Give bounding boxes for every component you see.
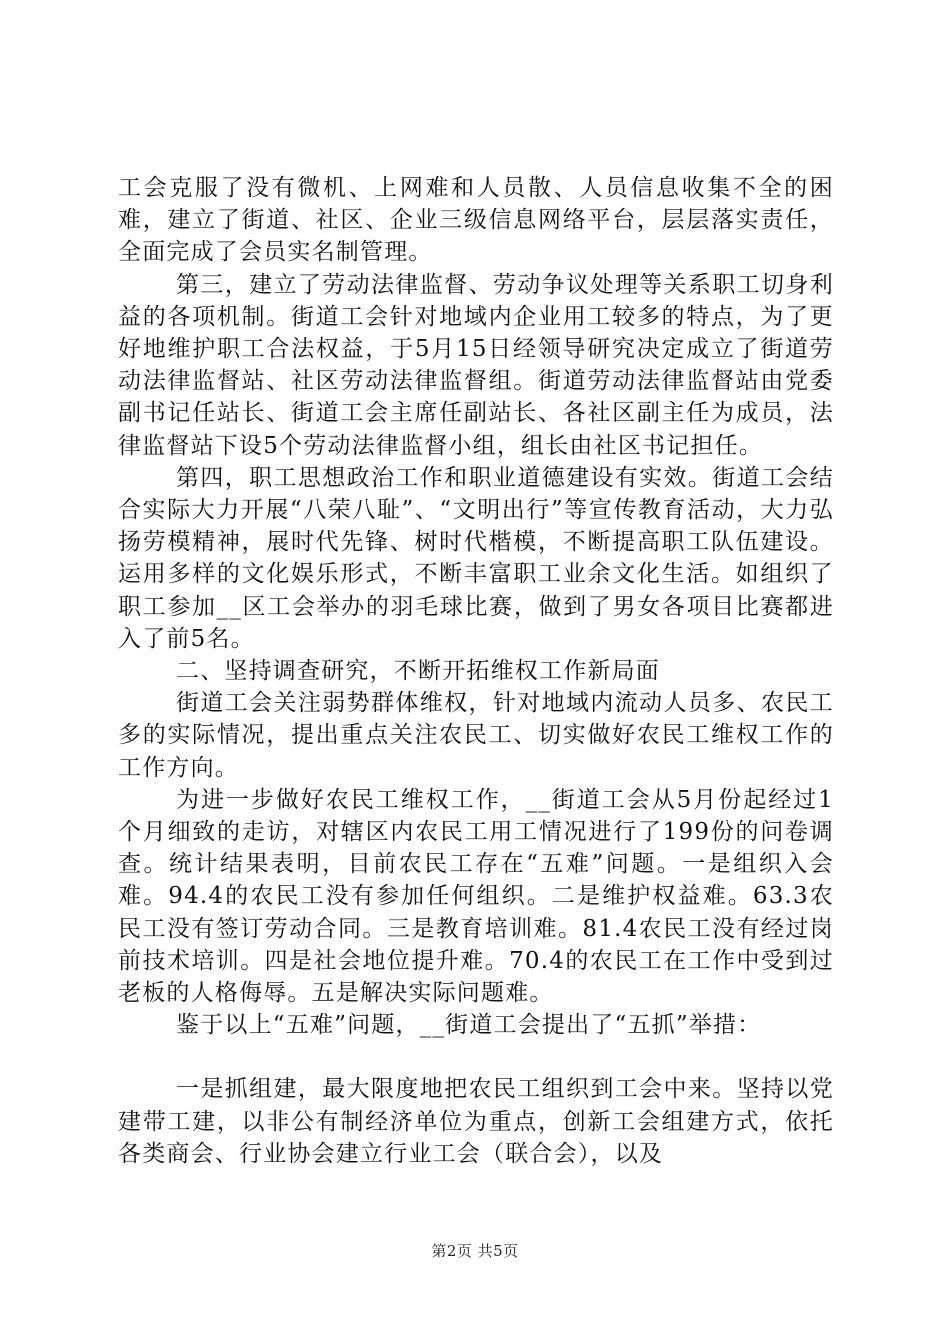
paragraph-five-measures-intro: 鉴于以上“五难”问题，__街道工会提出了“五抓”举措： [176,1012,762,1039]
paragraph-gap [118,1041,834,1073]
paragraph-fourth-ideology: 第四，职工思想政治工作和职业道德建设有实效。街道工会结合实际大力开展“八荣八耻”、“文明出行”等宣传教育活动，大力弘扬劳模精神，展时代先锋、树时代楷模，不断提高职工队伍建设。运用多样的文化娱乐形式，不断丰富职工业余文化生活。如组织了职工参加__区工会举办的羽毛球比赛，做到了男女各项目比赛都进入了前5名。 [118,464,834,652]
page-number-footer: 第2页 共5页 [431,1242,519,1260]
section-heading-research: 二、坚持调查研究，不断开拓维权工作新局面 [176,658,660,685]
paragraph-union-focus: 街道工会关注弱势群体维权，针对地域内流动人员多、农民工多的实际情况，提出重点关注农民工、切实做好农民工维权工作的工作方向。 [118,690,834,781]
paragraph-survey-results: 为进一步做好农民工维权工作，__街道工会从5月份起经过1个月细致的走访，对辖区内农民工用工情况进行了199份的问卷调查。统计结果表明，目前农民工存在“五难”问题。一是组织入会难。94.4的农民工没有参加任何组织。二是维护权益难。63.3农民工没有签订劳动合同。三是教育培训难。81.4农民工没有经过岗前技术培训。四是社会地位提升难。70.4的农民工在工作中受到过老板的人格侮辱。五是解决实际问题难。 [118,786,834,1007]
paragraph-third-mechanism: 第三，建立了劳动法律监督、劳动争议处理等关系职工切身利益的各项机制。街道工会针对地域内企业用工较多的特点，为了更好地维护职工合法权益，于5月15日经领导研究决定成立了街道劳动法律监督站、社区劳动法律监督组。街道劳动法律监督站由党委副书记任站长、街道工会主席任副站长、各社区副主任为成员，法律监督站下设5个劳动法律监督小组，组长由社区书记担任。 [118,271,834,459]
paragraph-continuation: 工会克服了没有微机、上网难和人员散、人员信息收集不全的困难，建立了街道、社区、企业三级信息网络平台，层层落实责任，全面完成了会员实名制管理。 [118,175,834,266]
document-body [118,172,834,1170]
paragraph-measure-one: 一是抓组建，最大限度地把农民工组织到工会中来。坚持以党建带工建，以非公有制经济单位为重点，创新工会组建方式，依托各类商会、行业协会建立行业工会（联合会），以及 [118,1076,834,1167]
